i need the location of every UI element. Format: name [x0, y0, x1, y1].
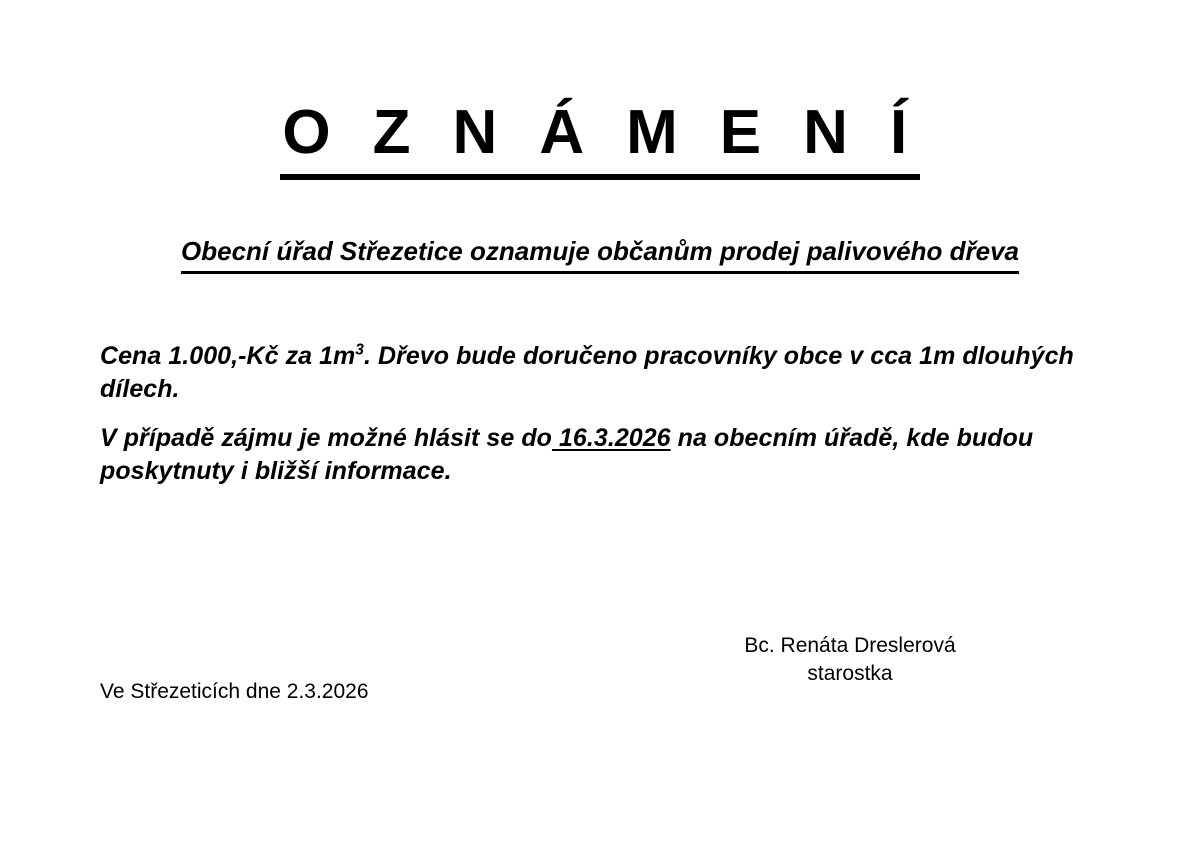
document-subtitle: Obecní úřad Střezetice oznamuje občanům prodej palivového dřeva — [181, 237, 1019, 274]
place-date-block — [100, 678, 620, 706]
subtitle-block — [0, 237, 1200, 274]
price-text-after-superscript: . Dřevo bude doručeno pracovníky obce v cca 1m dlouhých dílech. — [100, 342, 1074, 403]
signature-name: Bc. Renáta Dreslerová — [744, 634, 956, 657]
paragraph-price-delivery — [100, 340, 1102, 406]
signature-role: starostka — [807, 661, 893, 685]
deadline-date: 16.3.2026 — [551, 424, 671, 452]
cubic-meter-superscript: 3 — [355, 341, 364, 359]
registration-text-after-deadline: na obecním úřadě, kde budou poskytnuty i bližší informace. — [100, 424, 1034, 485]
title-block — [0, 98, 1200, 180]
paragraph-registration — [100, 422, 1102, 488]
page-title: O Z N Á M E N Í — [280, 102, 919, 180]
document-body — [100, 340, 1102, 488]
place-and-date: Ve Střezeticích dne 2.3.2026 — [100, 680, 369, 703]
signature-block — [660, 632, 1040, 687]
price-text-before-superscript: Cena 1.000,-Kč za 1m — [100, 342, 356, 370]
registration-text-before-deadline: V případě zájmu je možné hlásit se do — [100, 424, 552, 452]
